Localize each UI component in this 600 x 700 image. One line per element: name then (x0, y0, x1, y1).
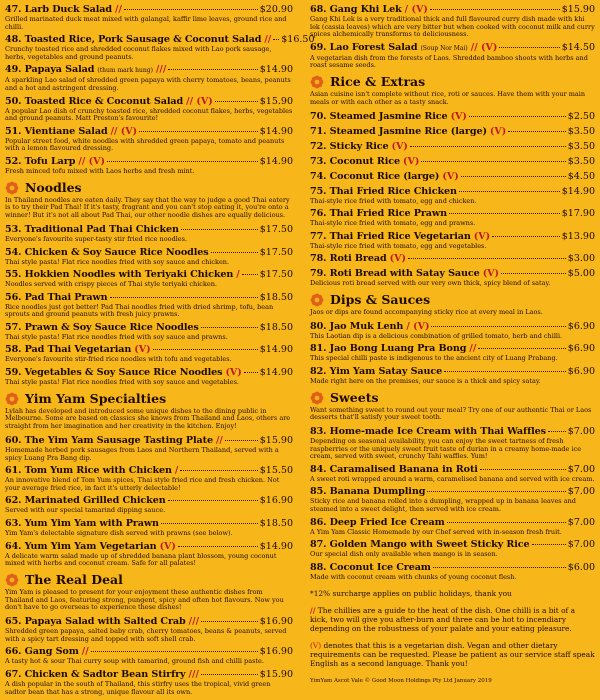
menu-item-row (310, 561, 595, 574)
dot-leader (431, 326, 565, 327)
menu-item-price: $16.90 (259, 495, 293, 507)
menu-item-name: 77. Thai Fried Rice Vegetarian (310, 230, 471, 242)
menu-item-price: $5.00 (567, 268, 595, 280)
footer-copyright: YimYam Ascot Vale © Good Moon Holdings Pty Ltd January 2019 (310, 678, 492, 685)
menu-item-price: $18.50 (259, 518, 293, 530)
vegetarian-note (310, 641, 595, 668)
dot-leader (201, 327, 258, 328)
menu-item-description: Thai style pasta! Flat rice noodles fried with soy sauce and vegetables. (5, 378, 239, 387)
vegetarian-icon: (V) (403, 155, 420, 167)
menu-item-description: Popular street food, white noodles with shredded green papaya, tomato and peanuts with a lemon flavoured dressing. (5, 136, 285, 153)
dot-leader (110, 297, 258, 298)
menu-item-name: 56. Pad Thai Prawn (5, 291, 108, 303)
menu-item-price: $14.90 (259, 540, 293, 552)
menu-item-description: Everyone's favourite super-tasty stir fried rice noodles. (5, 234, 188, 243)
chilli-icon: /// (188, 668, 199, 680)
menu-item (5, 668, 293, 696)
menu-item-row (310, 110, 595, 123)
menu-item-row (5, 63, 293, 77)
menu-item-price: $16.50 (281, 34, 315, 46)
flower-icon (310, 293, 324, 307)
menu-item-name: 49. Papaya Salad (5, 64, 95, 76)
menu-item (310, 267, 595, 288)
dot-leader (181, 229, 258, 230)
menu-item-row (310, 365, 595, 378)
dot-leader (444, 371, 566, 372)
menu-item-name: 80. Jao Muk Lenh (310, 320, 404, 332)
menu-item-price: $14.50 (561, 41, 595, 53)
dot-leader (499, 47, 559, 48)
menu-item-row (5, 155, 293, 168)
chilli-icon: /// (155, 64, 167, 76)
menu-item-name: 83. Home-made Ice Cream with Thai Waffles (310, 426, 546, 438)
dot-leader (459, 191, 560, 192)
section-rice-extras (310, 75, 595, 89)
vegetarian-icon: (V) (389, 253, 406, 265)
chilli-icon: // (81, 646, 89, 658)
menu-item-price: $18.50 (259, 291, 293, 303)
chilli-icon: / (V) (406, 320, 430, 332)
menu-item-name: 68. Gang Khi Lek (310, 4, 402, 15)
menu-item-description: Thai-style rice fried with tomato, egg and vegetables. (310, 241, 487, 250)
menu-item-description: Thai-style rice fried with tomato, egg and chicken. (310, 196, 477, 205)
vegetarian-icon: (V) (482, 268, 500, 280)
dot-leader (201, 674, 258, 675)
menu-item-price: $7.00 (567, 516, 595, 528)
menu-item-name: 76. Thai Fried Rice Prawn (310, 208, 447, 220)
dot-leader (449, 213, 560, 214)
menu-item-description: A Yim Yam Classic Homemade by our Chef served with in-season fresh fruit. (310, 527, 562, 536)
menu-item (310, 342, 595, 363)
vegetarian-icon: (V) (391, 140, 408, 152)
menu-item-name: 52. Tofu Larp (5, 155, 76, 167)
dot-leader (242, 274, 258, 275)
menu-item (310, 110, 595, 123)
dot-leader (211, 252, 258, 253)
dot-leader (225, 440, 258, 441)
menu-item-price: $6.00 (567, 561, 595, 573)
menu-item-description: A popular Lao dish of crunchy toasted rice, shredded coconut flakes, herbs, vegetables and ground peanuts. Matt Preston's favourite! (5, 106, 293, 123)
menu-item-row (310, 463, 595, 476)
dot-leader (430, 9, 560, 10)
menu-item-description: Our special dish only available when mango is in season. (310, 550, 498, 559)
menu-item-name: 66. Gang Som (5, 646, 79, 658)
menu-item-price: $3.00 (567, 253, 595, 265)
menu-item-name: 63. Yum Yim Yam with Prawn (5, 518, 159, 530)
menu-item-row (5, 125, 293, 138)
chilli-note (310, 606, 595, 633)
menu-item (5, 540, 293, 568)
section-title: Sweets (330, 389, 379, 405)
flower-icon (310, 391, 324, 405)
menu-item (5, 3, 293, 31)
menu-item-description: Made with coconut cream with chunks of young coconut flesh. (310, 572, 517, 581)
dot-leader (410, 146, 566, 147)
menu-item-price: $15.50 (259, 465, 293, 477)
menu-item-price: $15.90 (259, 435, 293, 447)
chilli-icon: // (264, 34, 272, 46)
flower-icon (5, 181, 19, 195)
menu-item-price: $3.50 (567, 155, 595, 167)
dot-leader (421, 161, 565, 162)
chilli-icon: // (V) (78, 155, 105, 167)
menu-item-price: $3.50 (567, 125, 595, 137)
menu-item-row (310, 516, 595, 529)
menu-item-price: $2.50 (567, 110, 595, 122)
menu-item-row (5, 321, 293, 334)
menu-item-name: 81. Jao Bong Luang Pra Bong (310, 343, 467, 355)
menu-item (310, 140, 595, 153)
vegetarian-icon: (V) (442, 170, 459, 182)
section-intro: In Thailand noodles are eaten daily. They say that the way to judge a good Thai eatery is to try their Pad Thai! If it's tasty, fragrant and you can't stop eating it, you're onto a winner! But it's not all about Pad Thai, our other noodle dishes are equally delicious. (5, 195, 290, 220)
chilli-icon: // (310, 606, 316, 616)
menu-item-row (5, 291, 293, 304)
menu-item-name: 47. Larb Duck Salad (5, 4, 113, 15)
menu-item-name: 62. Marinated Grilled Chicken (5, 495, 166, 507)
section-specialties (5, 392, 293, 406)
menu-item-description: Everyone's favourite stir-fried rice noodles with tofu and vegetables. (5, 355, 232, 364)
menu-item-description: Homemade herbed pork sausages from Laos and Northern Thailand, served with a spicy Luang Pra Bang dip. (5, 446, 279, 462)
dot-leader (427, 491, 565, 492)
menu-item-row (5, 223, 293, 236)
dot-leader (91, 651, 258, 652)
menu-item-description: A sweet roti wrapped around a warm, caramelised banana and served with ice cream. (310, 474, 595, 483)
menu-item-description: Noodles served with crispy pieces of Thai style teriyaki chicken. (5, 280, 217, 289)
menu-item-name: 87. Golden Mango with Sweet Sticky Rice (310, 539, 530, 551)
chilli-icon: // (115, 4, 122, 15)
flower-icon (5, 392, 19, 406)
menu-item-price: $7.00 (567, 426, 595, 438)
menu-item (5, 291, 293, 319)
menu-item (310, 561, 595, 582)
section-title: Noodles (25, 179, 82, 195)
menu-item-price: $14.90 (259, 155, 293, 167)
menu-item-description: A tasty hot & sour Thai curry soup with tamarind, ground fish and chilli paste. (5, 657, 264, 666)
menu-item-price: $7.00 (567, 486, 595, 498)
menu-item (310, 516, 595, 537)
menu-item (310, 538, 595, 559)
menu-item (5, 125, 293, 153)
menu-item-price: $18.50 (259, 321, 293, 333)
menu-item-subtitle: (Soup Nor Mai) (420, 44, 468, 52)
menu-item-price: $14.90 (259, 344, 293, 356)
chilli-icon: // (215, 435, 223, 447)
menu-item-price: $15.90 (561, 4, 595, 15)
menu-item-name: 88. Coconut Ice Cream (310, 561, 431, 573)
menu-item-description: A delicate warm salad made up of shredded banana plant blossom, young coconut mixed with herbs and coconut cream. Safe for all palates! (5, 551, 277, 568)
dot-leader (215, 101, 258, 102)
menu-item-price: $7.00 (567, 539, 595, 551)
dot-leader (168, 500, 258, 501)
menu-item-price: $13.90 (561, 230, 595, 242)
chilli-icon: // (V) (186, 95, 213, 107)
menu-item (5, 615, 293, 643)
section-dips-sauces (310, 293, 595, 307)
dot-leader (178, 546, 258, 547)
dot-leader (508, 131, 566, 132)
menu-item-description: This special chilli paste is indigenous to the ancient city of Luang Prabang. (310, 354, 558, 363)
menu-item-price: $7.00 (567, 463, 595, 475)
menu-item-description: Thai style pasta! Flat rice noodles fried with soy sauce and prawns. (5, 332, 228, 341)
menu-item-description: Yim Yam's delectable signature dish served with prawns (see below). (5, 529, 233, 538)
menu-item (5, 223, 293, 244)
menu-item-price: $15.90 (259, 668, 293, 680)
dot-leader (433, 567, 566, 568)
menu-item-name: 58. Pad Thai Vegetarian (5, 344, 132, 356)
section-intro: Lylah has developed and introduced some unique dishes to the dining public in Melbourne. Some are based on classics she knows from Thailand and Laos, others are straight from her imagination and her creativity in the kitchen. Enjoy! (5, 406, 291, 431)
dot-leader (153, 349, 258, 350)
menu-item-row (310, 125, 595, 138)
menu-item-name: 71. Steamed Jasmine Rice (large) (310, 125, 487, 137)
menu-item (310, 207, 595, 228)
menu-item (5, 494, 293, 515)
menu-item-price: $16.90 (259, 646, 293, 658)
menu-item-price: $14.90 (259, 64, 293, 76)
menu-item-description: Delicious roti bread served with our very own thick, spicy blend of satay. (310, 279, 551, 288)
menu-item-price: $15.90 (259, 95, 293, 107)
menu-item-description: Thai style pasta! Flat rice noodles fried with soy sauce and chicken. (5, 257, 230, 266)
dot-leader (501, 273, 566, 274)
chilli-icon: / (V) (404, 4, 428, 15)
chilli-icon: // (V) (470, 41, 498, 53)
menu-item-name: 75. Thai Fried Rice Chicken (310, 185, 457, 197)
menu-item-name: 86. Deep Fried Ice Cream (310, 516, 445, 528)
menu-item (310, 320, 595, 341)
menu-item-name: 72. Sticky Rice (310, 140, 389, 152)
menu-item (5, 268, 293, 289)
menu-item-name: 50. Toasted Rice & Coconut Salad (5, 95, 184, 107)
menu-item-description: Served with our special tamarind dipping sauce. (5, 506, 166, 515)
menu-item (5, 434, 293, 462)
dot-leader (478, 348, 566, 349)
menu-item-price: $17.90 (561, 208, 595, 220)
menu-item (310, 485, 595, 513)
menu-item-name: 69. Lao Forest Salad (310, 41, 418, 53)
menu-item-name: 70. Steamed Jasmine Rice (310, 110, 448, 122)
menu-item-description: Gang Khi Lek is a very traditional thick and full flavoured curry dish made with khi lek (cassia leaves) which are very bitter but when cooked with coconut milk and curry spices alchemically transforms to deliciousness. (310, 15, 595, 39)
dot-leader (461, 176, 566, 177)
vegetarian-icon: (V) (134, 344, 151, 356)
menu-item (310, 252, 595, 265)
surcharge-note: *12% surcharge applies on public holidays, thank you (310, 589, 512, 599)
menu-item-price: $17.50 (259, 223, 293, 235)
chilli-icon: // (V) (110, 125, 138, 137)
menu-item-row (310, 252, 595, 265)
menu-item-price: $14.90 (259, 367, 293, 379)
menu-item (5, 321, 293, 342)
menu-item-description: An innovative blend of Tom Yum spices, Thai style fried rice and fresh chicken. Not your average fried rice, in fact it's utterly delectable! (5, 476, 280, 492)
menu-item-price: $4.50 (567, 170, 595, 182)
menu-item-subtitle: (thum mark hung) (97, 67, 153, 75)
menu-item-description: Crunchy toasted rice and shredded coconut flakes mixed with Lao pork sausage, herbs, vegetables and ground peanuts. (5, 45, 272, 61)
menu-item-description: Fresh minced tofu mixed with Laos herbs and fresh mint. (5, 166, 195, 175)
menu-item-description: A sparkling Lao salad of shredded green papaya with cherry tomatoes, beans, peanuts and a hot and astringent dressing. (5, 76, 291, 92)
menu-item-name: 79. Roti Bread with Satay Sauce (310, 268, 480, 280)
section-title: Dips & Sauces (330, 291, 431, 307)
menu-item-description: Made right here on the premises, our sauce is a thick and spicy satay. (310, 376, 541, 385)
menu-item-price: $14.90 (561, 185, 595, 197)
menu-item-name: 64. Yum Yim Yam Vegetarian (5, 540, 157, 552)
menu-item-name: 53. Traditional Pad Thai Chicken (5, 223, 179, 235)
dot-leader (532, 544, 566, 545)
section-sweets (310, 391, 595, 405)
section-intro: Yim Yam is pleased to present for your enjoyment these authentic dishes from Thailand and Laos, featuring strong, pungent, spicy and often hot flavours. Now you don't have to go overseas to experience these dishes! (5, 587, 284, 612)
menu-item-description: Rice noodles just got better! Pad Thai noodles fried with dried shrimp, tofu, bean sprouts and ground peanuts with fresh juicy prawns. (5, 302, 274, 319)
menu-item-price: $16.90 (259, 616, 293, 628)
menu-item-description: Grilled marinated duck meat mixed with galangal, kaffir lime leaves, ground rice and chilli. (5, 15, 287, 31)
dot-leader (161, 523, 258, 524)
menu-item-name: 60. The Yim Yam Sausage Tasting Plate (5, 435, 213, 447)
menu-item-row (310, 170, 595, 183)
menu-item (5, 155, 293, 176)
menu-item (5, 464, 293, 492)
menu-item-description: Sticky rice and banana rolled into a dumpling, wrapped up in banana leaves and steamed into a sweet delight, then served with ice cream. (310, 497, 576, 514)
menu-item (310, 425, 595, 461)
menu-item-description: A vegetarian dish from the forests of Laos. Shredded bamboo shoots with herbs and roast sesame seeds. (310, 53, 588, 70)
chilli-icon: // (469, 343, 477, 355)
dot-leader (480, 469, 566, 470)
menu-item-name: 67. Chicken & Sadtor Bean Stirfry (5, 668, 186, 680)
menu-item-description: This Laotian dip is a delicious combination of grilled tomato, herb and chilli. (310, 331, 563, 340)
menu-item-row (310, 185, 595, 198)
flower-icon (310, 75, 324, 89)
menu-item (310, 463, 595, 484)
menu-item-row (5, 540, 293, 553)
chilli-icon: / (236, 269, 240, 281)
dot-leader (447, 522, 566, 523)
menu-item-price: $17.50 (259, 269, 293, 281)
menu-item (310, 185, 595, 206)
menu-item (310, 125, 595, 138)
menu-item-price: $14.90 (259, 125, 293, 137)
menu-item (5, 343, 293, 364)
menu-item-price: $6.90 (567, 320, 595, 332)
dot-leader (469, 116, 566, 117)
menu-item-price: $17.50 (259, 246, 293, 258)
menu-item-price: $6.90 (567, 343, 595, 355)
vegetarian-icon: (V) (473, 230, 491, 242)
menu-item-row (310, 320, 595, 333)
menu-item-description: Shredded green papaya, salted baby crab, cherry tomatoes, beans & peanuts, served with a spicy tart dressing and topped with soft shell crab. (5, 627, 287, 643)
menu-item-name: 57. Prawn & Soy Sauce Rice Noodles (5, 321, 199, 333)
menu-item (310, 155, 595, 168)
menu-item-row (310, 41, 595, 55)
dot-leader (107, 161, 258, 162)
left-column (5, 3, 315, 698)
menu-item (5, 95, 293, 123)
section-intro: Jaos or dips are found accompanying sticky rice at every meal in Laos. (310, 307, 543, 316)
menu-item-price: $20.90 (259, 4, 293, 15)
dot-leader (180, 470, 257, 471)
flower-icon (5, 573, 19, 587)
dot-leader (244, 372, 258, 373)
menu-item-name: 54. Chicken & Soy Sauce Rice Noodles (5, 246, 209, 258)
dot-leader (273, 39, 279, 40)
menu-item (5, 366, 293, 387)
menu-item-name: 59. Vegetables & Soy Sauce Rice Noodles (5, 367, 223, 379)
menu-item-row (5, 95, 293, 108)
menu-item (310, 365, 595, 386)
menu-item-name: 84. Caramalised Banana in Roti (310, 463, 478, 475)
dot-leader (201, 621, 258, 622)
dot-leader (408, 258, 566, 259)
menu-item (5, 63, 293, 92)
dot-leader (492, 236, 560, 237)
chilli-icon: /// (188, 616, 200, 628)
menu-item (5, 645, 293, 666)
vegetarian-icon: (V) (310, 641, 322, 651)
menu-item-name: 51. Vientiane Salad (5, 125, 108, 137)
menu-item (310, 41, 595, 70)
menu-item-name: 61. Tom Yum Rice with Chicken (5, 465, 172, 477)
chilli-icon: / (174, 465, 179, 477)
menu-item (5, 246, 293, 267)
section-title: Rice & Extras (330, 73, 426, 89)
vegetarian-icon: (V) (225, 367, 242, 379)
section-noodles (5, 181, 293, 195)
dot-leader (139, 131, 258, 132)
menu-item-row (310, 230, 595, 243)
menu-item-description: Depending on seasonal availability, you can enjoy the sweet tartness of fresh raspberries or the uniquely sweet fruit taste of durian in a creamy home-made ice cream, served with sweet, crunchy Tahi waffles. Yum! (310, 437, 582, 461)
section-title: Yim Yam Specialties (25, 390, 167, 406)
dot-leader (548, 431, 566, 432)
menu-item (310, 230, 595, 251)
menu-item-name: 73. Coconut Rice (310, 155, 400, 167)
menu-item (5, 33, 315, 61)
vegetarian-icon: (V) (450, 110, 467, 122)
vegetarian-note-text: denotes that this is a vegetarian dish. Vegan and other dietary requirements can be requested. Please be patient as our service staff speak English as a second language. Thank you! (310, 641, 595, 669)
dot-leader (124, 9, 258, 10)
dot-leader (168, 69, 257, 70)
section-intro: Want something sweet to round out your meal? Try one of our authentic Thai or Laos desserts that'll satisfy your sweet tooth. (310, 405, 592, 422)
menu-item-name: 65. Papaya Salad with Salted Crab (5, 616, 186, 628)
menu-item-description: Thai-style rice fried with tomato, egg and prawns. (310, 219, 476, 228)
chilli-note-text: The chillies are a guide to the heat of the dish. One chilli is a bit of a kick, two will give you after-burn and three can be hot to incendiary depending on the robustness of your palate and your eating pleasure. (310, 606, 576, 634)
menu-item (5, 517, 293, 538)
menu-item-row (5, 246, 293, 259)
menu-item-description: A dish popular in the south of Thailand, this stirfry uses the tropical, vivid green sadtor bean that has a strong, unique flavour all its own. (5, 679, 271, 696)
menu-item (310, 170, 595, 183)
section-intro: Asian cuisine isn't complete without rice, roti or sauces. Have them with your main meals or with each other as a tasty snack. (310, 89, 586, 106)
vegetarian-icon: (V) (159, 540, 176, 552)
menu-item-name: 82. Yim Yam Satay Sauce (310, 365, 443, 377)
right-column (310, 3, 595, 684)
menu-item-name: 78. Roti Bread (310, 253, 387, 265)
menu-item-name: 55. Hokkien Noodles with Teriyaki Chicken (5, 269, 234, 281)
menu-item-price: $3.50 (567, 140, 595, 152)
menu-item-row (310, 155, 595, 168)
menu-item (310, 3, 595, 39)
menu-item-row (310, 140, 595, 153)
menu-item-name: 74. Coconut Rice (large) (310, 170, 440, 182)
vegetarian-icon: (V) (489, 125, 507, 137)
menu-item-name: 48. Toasted Rice, Pork Sausage & Coconut Salad (5, 34, 262, 46)
section-real-deal (5, 573, 293, 587)
section-title: The Real Deal (25, 571, 123, 587)
menu-item-name: 85. Banana Dumpling (310, 486, 426, 498)
menu-item-price: $6.90 (567, 365, 595, 377)
